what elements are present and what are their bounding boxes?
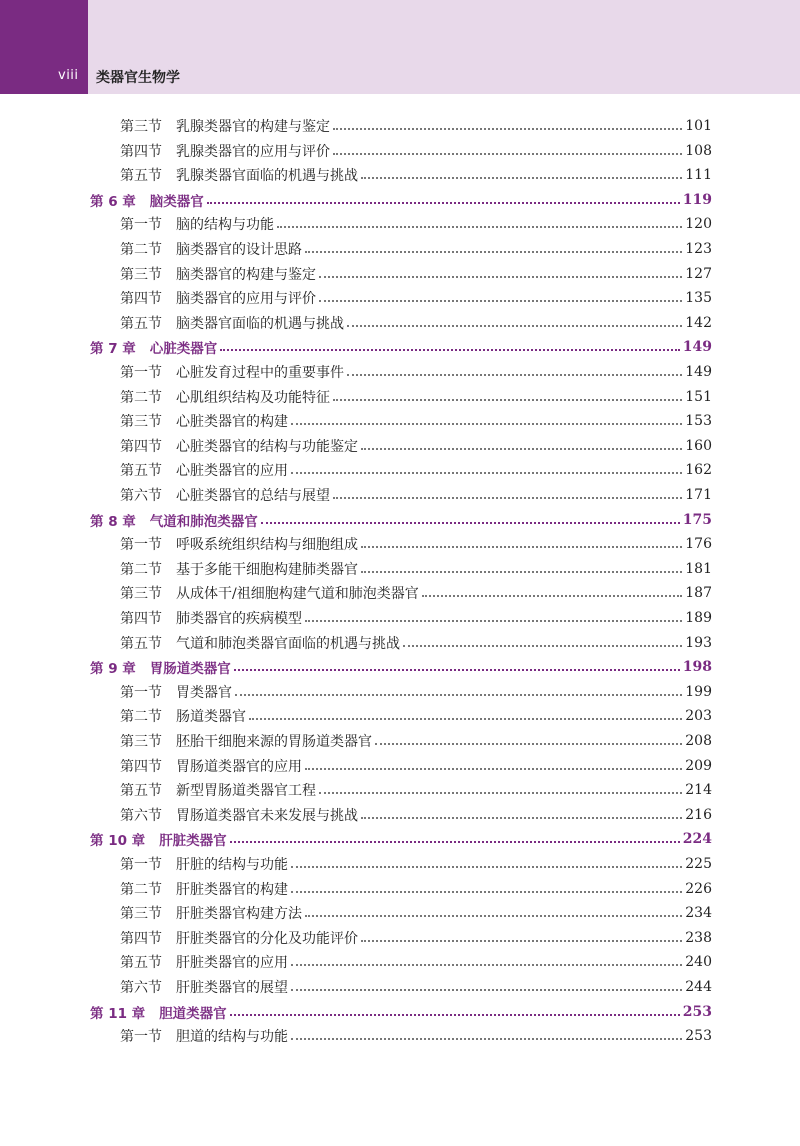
page-ref: 203 (685, 708, 712, 725)
section-title: 心肌组织结构及功能特征 (176, 389, 330, 406)
toc-chapter-row[interactable] (0, 827, 800, 851)
toc-section-row[interactable] (0, 631, 800, 655)
page-ref: 111 (685, 167, 712, 184)
toc-section-row[interactable] (0, 286, 800, 310)
section-title: 乳腺类器官的构建与鉴定 (176, 119, 330, 135)
dot-leader (220, 349, 679, 351)
section-title: 基于多能干细胞构建肺类器官 (176, 561, 358, 578)
dot-leader (422, 595, 683, 597)
page-ref: 160 (685, 437, 712, 454)
toc-section-row[interactable] (0, 409, 800, 433)
chapter-title: 肝脏类器官 (159, 833, 227, 850)
toc-section-row[interactable] (0, 458, 800, 482)
section-title: 胃类器官 (176, 684, 232, 701)
toc-entry-label (120, 239, 302, 259)
toc-entry-label (120, 460, 288, 480)
page-ref: 187 (685, 585, 712, 602)
toc-entry-label (120, 411, 288, 431)
page-ref: 226 (685, 880, 712, 897)
section-number: 第五节 (120, 783, 162, 800)
page-ref: 127 (685, 265, 712, 282)
chapter-number: 第 9 章 (90, 661, 136, 678)
page-ref: 175 (682, 511, 712, 528)
toc-section-row[interactable] (0, 778, 800, 802)
chapter-title: 脑类器官 (149, 193, 204, 210)
toc-section-row[interactable] (0, 581, 800, 605)
toc-entry-label (120, 485, 330, 505)
section-title: 胃肠道类器官的应用 (176, 758, 302, 775)
section-number: 第二节 (120, 881, 162, 898)
section-number: 第一节 (120, 365, 162, 381)
section-title: 肝脏类器官的构建 (176, 881, 288, 898)
toc-entry-label (90, 829, 227, 849)
page-ref: 151 (685, 388, 712, 405)
toc-entry-label (120, 682, 232, 702)
page-ref: 225 (685, 856, 712, 872)
dot-leader (361, 448, 682, 450)
page-ref: 253 (685, 1028, 712, 1045)
section-title: 呼吸系统组织结构与细胞组成 (176, 537, 358, 554)
section-title: 心脏类器官的总结与展望 (176, 488, 330, 504)
page-ref: 108 (685, 142, 712, 159)
section-number: 第四节 (120, 758, 162, 775)
section-number: 第二节 (120, 709, 162, 726)
toc-section-row[interactable] (0, 704, 800, 728)
section-number: 第一节 (120, 857, 162, 873)
toc-entry-label (120, 706, 246, 726)
toc-chapter-row[interactable] (0, 188, 800, 212)
toc-entry-label (120, 165, 358, 185)
dot-leader (234, 669, 680, 671)
dot-leader (249, 718, 682, 720)
page-ref: 209 (685, 757, 712, 774)
page-ref: 135 (685, 290, 712, 307)
section-title: 从成体干/祖细胞构建气道和肺泡类器官 (176, 586, 419, 603)
dot-leader (347, 325, 682, 327)
section-number: 第二节 (120, 561, 162, 578)
dot-leader (291, 989, 682, 991)
chapter-title: 胃肠道类器官 (149, 661, 231, 678)
section-number: 第五节 (120, 463, 162, 480)
section-title: 心脏发育过程中的重要事件 (176, 365, 344, 381)
toc-entry-label (120, 387, 330, 407)
toc-section-row[interactable] (0, 360, 800, 384)
section-title: 肝脏类器官的展望 (176, 980, 288, 996)
dot-leader (305, 251, 682, 253)
chapter-number: 第 11 章 (90, 1005, 146, 1022)
section-number: 第五节 (120, 315, 162, 332)
toc-entry-label (120, 633, 400, 653)
toc-entry-label (120, 214, 274, 234)
section-number: 第六节 (120, 488, 162, 504)
dot-leader (305, 915, 682, 917)
section-number: 第三节 (120, 586, 162, 603)
toc-section-row[interactable] (0, 532, 800, 556)
section-number: 第五节 (120, 168, 162, 185)
toc-section-row[interactable] (0, 262, 800, 286)
dot-leader (305, 620, 682, 622)
toc-section-row[interactable] (0, 803, 800, 827)
dot-leader (291, 1038, 682, 1040)
dot-leader (333, 497, 682, 499)
section-title: 胃肠道类器官未来发展与挑战 (176, 807, 358, 824)
section-number: 第五节 (120, 955, 162, 972)
dot-leader (361, 177, 682, 179)
book-title: 类器官生物学 (96, 70, 180, 86)
toc-entry-label (120, 879, 288, 899)
toc-chapter-row[interactable] (0, 1000, 800, 1024)
section-title: 脑类器官的构建与鉴定 (176, 266, 316, 283)
toc-entry-label (120, 141, 330, 161)
toc-section-row[interactable] (0, 385, 800, 409)
page-ref: 216 (685, 806, 712, 823)
section-title: 乳腺类器官面临的机遇与挑战 (176, 168, 358, 185)
toc-entry-label (120, 854, 288, 874)
toc-section-row[interactable] (0, 114, 800, 138)
section-number: 第五节 (120, 635, 162, 652)
dot-leader (403, 645, 682, 647)
page-ref: 149 (685, 364, 712, 380)
chapter-title: 胆道类器官 (159, 1005, 227, 1022)
page-ref: 199 (685, 683, 712, 700)
dot-leader (347, 374, 682, 376)
toc-section-row[interactable] (0, 434, 800, 458)
toc-section-row[interactable] (0, 212, 800, 236)
toc-section-row[interactable] (0, 950, 800, 974)
dot-leader (230, 841, 680, 843)
section-title: 心脏类器官的构建 (176, 414, 288, 431)
section-title: 肝脏类器官构建方法 (176, 906, 302, 923)
section-title: 胚胎干细胞来源的胃肠道类器官 (176, 734, 372, 750)
toc-entry-label (120, 288, 316, 308)
toc-entry-label (90, 190, 204, 210)
page-ref: 176 (685, 536, 712, 553)
toc-entry-label (120, 1026, 288, 1046)
section-number: 第一节 (120, 1029, 162, 1046)
section-number: 第三节 (120, 734, 162, 750)
toc-section-row[interactable] (0, 311, 800, 335)
section-title: 肺类器官的疾病模型 (176, 611, 302, 627)
toc-entry-label (120, 731, 372, 751)
section-title: 脑的结构与功能 (176, 217, 274, 234)
section-number: 第六节 (120, 980, 162, 996)
toc-section-row[interactable] (0, 975, 800, 999)
page-ref: 123 (685, 241, 712, 257)
toc-entry-label (120, 780, 316, 800)
page-ref: 240 (685, 954, 712, 971)
dot-leader (261, 522, 680, 524)
section-number: 第四节 (120, 143, 162, 160)
toc-section-row[interactable] (0, 901, 800, 925)
chapter-title: 心脏类器官 (149, 341, 218, 358)
section-number: 第四节 (120, 930, 162, 947)
dot-leader (291, 964, 682, 966)
page-ref: 238 (685, 929, 712, 946)
toc-section-row[interactable] (0, 926, 800, 950)
toc-entry-label (120, 952, 288, 972)
section-number: 第一节 (120, 217, 162, 234)
page-ref: 101 (685, 118, 712, 134)
dot-leader (333, 128, 682, 130)
dot-leader (277, 226, 682, 228)
dot-leader (291, 866, 682, 868)
page-ref: 142 (685, 314, 712, 331)
page-ref: 181 (685, 560, 712, 577)
section-title: 脑类器官的应用与评价 (176, 291, 316, 308)
dot-leader (333, 153, 682, 155)
page-ref: 214 (685, 782, 712, 799)
toc-section-row[interactable] (0, 1024, 800, 1048)
dot-leader (319, 300, 682, 302)
page-ref: 120 (685, 216, 712, 233)
dot-leader (235, 694, 682, 696)
section-number: 第六节 (120, 807, 162, 824)
dot-leader (375, 743, 682, 745)
toc-section-row[interactable] (0, 754, 800, 778)
section-number: 第二节 (120, 242, 162, 258)
section-title: 脑类器官面临的机遇与挑战 (176, 315, 344, 332)
page-ref: 171 (685, 487, 712, 503)
section-number: 第四节 (120, 291, 162, 308)
section-number: 第三节 (120, 906, 162, 923)
dot-leader (305, 768, 682, 770)
chapter-number: 第 8 章 (90, 513, 136, 530)
toc-entry-label (90, 1002, 227, 1022)
page-ref: 162 (685, 462, 712, 479)
toc-entry-label (120, 264, 316, 284)
page-ref: 198 (682, 659, 712, 676)
chapter-number: 第 10 章 (90, 833, 146, 850)
section-number: 第一节 (120, 684, 162, 701)
dot-leader (319, 276, 682, 278)
toc-entry-label (120, 903, 302, 923)
dot-leader (361, 940, 682, 942)
toc-section-row[interactable] (0, 557, 800, 581)
section-number: 第四节 (120, 438, 162, 455)
section-title: 乳腺类器官的应用与评价 (176, 143, 330, 160)
section-title: 气道和肺泡类器官面临的机遇与挑战 (176, 635, 400, 652)
toc-section-row[interactable] (0, 139, 800, 163)
page-ref: 119 (682, 191, 712, 208)
dot-leader (291, 891, 682, 893)
dot-leader (207, 202, 680, 204)
section-number: 第二节 (120, 389, 162, 406)
toc-section-row[interactable] (0, 163, 800, 187)
toc-entry-label (120, 928, 358, 948)
section-title: 肝脏类器官的分化及功能评价 (176, 930, 358, 947)
section-title: 心脏类器官的应用 (176, 463, 288, 480)
dot-leader (361, 571, 682, 573)
toc-section-row[interactable] (0, 483, 800, 507)
chapter-title: 气道和肺泡类器官 (149, 513, 258, 530)
toc-section-row[interactable] (0, 680, 800, 704)
toc-section-row[interactable] (0, 729, 800, 753)
dot-leader (291, 423, 682, 425)
page-ref: 189 (685, 610, 712, 626)
section-number: 第三节 (120, 414, 162, 431)
toc-section-row[interactable] (0, 877, 800, 901)
toc-section-row[interactable] (0, 606, 800, 630)
toc-entry-label (120, 583, 419, 603)
section-title: 肝脏类器官的应用 (176, 955, 288, 972)
toc-chapter-row[interactable] (0, 508, 800, 532)
section-number: 第一节 (120, 537, 162, 554)
chapter-number: 第 6 章 (90, 193, 136, 210)
toc-entry-label (120, 756, 302, 776)
dot-leader (319, 792, 682, 794)
toc-entry-label (120, 977, 288, 997)
page-ref: 224 (682, 831, 712, 848)
section-title: 胆道的结构与功能 (176, 1029, 288, 1046)
toc-entry-label (90, 657, 231, 677)
section-number: 第四节 (120, 611, 162, 627)
section-title: 肠道类器官 (176, 709, 246, 726)
section-number: 第三节 (120, 266, 162, 283)
dot-leader (333, 399, 682, 401)
toc-entry-label (120, 559, 358, 579)
toc-entry-label (90, 510, 258, 530)
toc-chapter-row[interactable] (0, 335, 800, 359)
dot-leader (291, 472, 682, 474)
toc-entry-label (120, 362, 344, 382)
page-ref: 193 (685, 634, 712, 651)
page-ref: 153 (685, 413, 712, 430)
section-title: 心脏类器官的结构与功能鉴定 (176, 438, 358, 455)
page-ref: 208 (685, 733, 712, 749)
toc-entry-label (120, 116, 330, 136)
toc-section-row[interactable] (0, 237, 800, 261)
toc-entry-label (90, 337, 217, 357)
section-number: 第三节 (120, 119, 162, 135)
chapter-number: 第 7 章 (90, 341, 136, 358)
section-title: 脑类器官的设计思路 (176, 242, 302, 258)
toc-entry-label (120, 534, 358, 554)
toc-section-row[interactable] (0, 852, 800, 876)
page-ref: 253 (682, 1003, 712, 1020)
section-title: 新型胃肠道类器官工程 (176, 783, 316, 800)
dot-leader (230, 1014, 680, 1016)
dot-leader (361, 546, 682, 548)
page-ref: 234 (685, 905, 712, 922)
page-number: viii (58, 68, 79, 83)
toc-entry-label (120, 436, 358, 456)
toc-entry-label (120, 608, 302, 628)
toc-entry-label (120, 805, 358, 825)
page-ref: 244 (685, 979, 712, 995)
page-ref: 149 (682, 339, 712, 356)
toc-entry-label (120, 313, 344, 333)
dot-leader (361, 817, 682, 819)
toc-chapter-row[interactable] (0, 655, 800, 679)
section-title: 肝脏的结构与功能 (176, 857, 288, 873)
